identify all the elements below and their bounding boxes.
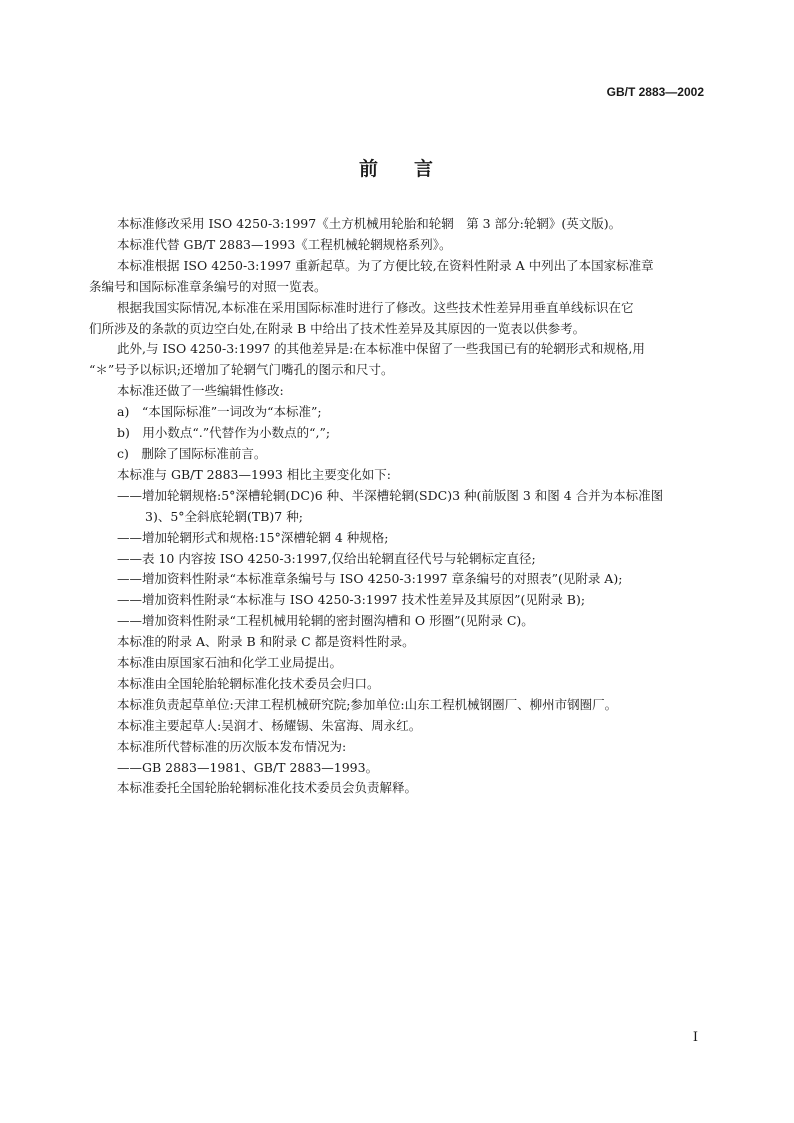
paragraph-line: 本标准由全国轮胎轮辋标准化技术委员会归口。 xyxy=(117,675,380,691)
paragraph-line: 本标准由原国家石油和化学工业局提出。 xyxy=(117,655,343,671)
paragraph-line: 们所涉及的条款的页边空白处,在附录 B 中给出了技术性差异及其原因的一览表以供参考。 xyxy=(89,320,586,336)
paragraph-line: 3)、5°全斜底轮辋(TB)7 种; xyxy=(145,508,303,524)
title-char-2: 言 xyxy=(414,158,436,180)
paragraph-line: 根据我国实际情况,本标准在采用国际标准时进行了修改。这些技术性差异用垂直单线标识在它 xyxy=(117,299,634,315)
paragraph-line: “＊”号予以标识;还增加了轮辋气门嘴孔的图示和尺寸。 xyxy=(89,362,394,378)
paragraph-line: 本标准委托全国轮胎轮辋标准化技术委员会负责解释。 xyxy=(117,780,418,796)
paragraph-line: c) 删除了国际标准前言。 xyxy=(117,445,267,461)
paragraph-line: 此外,与 ISO 4250-3:1997 的其他差异是:在本标准中保留了一些我国已有的轮辋形式和规格,用 xyxy=(117,341,645,357)
paragraph-line: 本标准主要起草人:吴润才、杨耀锡、朱富海、周永红。 xyxy=(117,717,422,733)
paragraph-line: ——增加资料性附录“本标准与 ISO 4250-3:1997 技术性差异及其原因”(见附录 B); xyxy=(117,592,586,608)
paragraph-line: 本标准负责起草单位:天津工程机械研究院;参加单位:山东工程机械钢圈厂、柳州市钢圈厂。 xyxy=(117,696,618,712)
paragraph-line: 条编号和国际标准章条编号的对照一览表。 xyxy=(89,278,327,294)
paragraph-line: 本标准所代替标准的历次版本发布情况为: xyxy=(117,738,347,754)
paragraph-line: ——增加轮辋规格:5°深槽轮辋(DC)6 种、半深槽轮辋(SDC)3 种(前版图 3 和图 4 合并为本标准图 xyxy=(117,487,664,503)
paragraph-line: 本标准修改采用 ISO 4250-3:1997《土方机械用轮胎和轮辋 第 3 部分:轮辋》(英文版)。 xyxy=(117,216,622,231)
paragraph-line: 本标准代替 GB/T 2883—1993《工程机械轮辋规格系列》。 xyxy=(117,236,452,252)
paragraph-line: ——增加轮辋形式和规格:15°深槽轮辋 4 种规格; xyxy=(117,529,389,545)
paragraph-line: ——增加资料性附录“本标准章条编号与 ISO 4250-3:1997 章条编号的对照表”(见附录 A); xyxy=(117,571,623,587)
standard-number: GB/T 2883—2002 xyxy=(606,85,704,99)
paragraph-line: a) “本国际标准”一词改为“本标准”; xyxy=(117,404,322,420)
paragraph-line: ——GB 2883—1981、GB/T 2883—1993。 xyxy=(117,759,379,775)
paragraph-line: 本标准与 GB/T 2883—1993 相比主要变化如下: xyxy=(117,466,391,482)
paragraph-line: b) 用小数点“.”代替作为小数点的“,”; xyxy=(117,425,331,441)
document-body xyxy=(89,214,707,799)
paragraph-line: ——表 10 内容按 ISO 4250-3:1997,仅给出轮辋直径代号与轮辋标定直径; xyxy=(117,550,536,566)
paragraph-line: 本标准的附录 A、附录 B 和附录 C 都是资料性附录。 xyxy=(117,634,415,650)
page-title xyxy=(0,154,794,181)
page-number: I xyxy=(692,1030,698,1045)
paragraph-line: ——增加资料性附录“工程机械用轮辋的密封圈沟槽和 O 形圈”(见附录 C)。 xyxy=(117,613,534,629)
paragraph-line: 本标准根据 ISO 4250-3:1997 重新起草。为了方便比较,在资料性附录 A 中列出了本国家标准章 xyxy=(117,257,654,273)
title-char-1: 前 xyxy=(358,158,380,180)
paragraph-line: 本标准还做了一些编辑性修改: xyxy=(117,383,284,399)
